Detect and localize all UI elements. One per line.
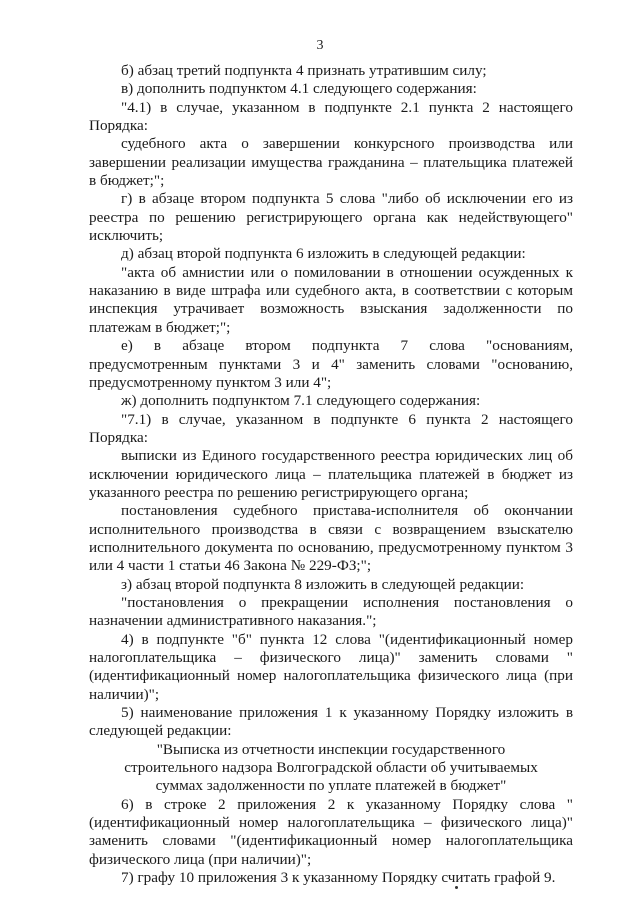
page-number: 3 [316,38,324,53]
paragraph: "постановления о прекращении исполнения постановления о назначении административного наказания."; [89,593,573,630]
paragraph: б) абзац третий подпункта 4 признать утратившим силу; [121,62,487,79]
paragraph: д) абзац второй подпункта 6 изложить в следующей редакции: [121,245,526,263]
appendix-title-line: "Выписка из отчетности инспекции государственного [156,740,506,758]
document-body [89,62,573,887]
paragraph: е) в абзаце втором подпункта 7 слова "основаниям, предусмотренным пунктами 3 и 4" заменить словами "основанию, предусмотренному пунктом 3 или 4"; [89,337,573,391]
paragraph: в) дополнить подпунктом 4.1 следующего содержания: [121,80,477,98]
appendix-title-line: суммах задолженности по уплате платежей в бюджет" [155,777,507,795]
paragraph: "7.1) в случае, указанном в подпункте 6 пункта 2 настоящего Порядка: [89,410,573,446]
paragraph: "акта об амнистии или о помиловании в отношении осужденных к наказанию в виде штрафа или судебного акта, в соответствии с которым инспекция утрачивает возможность взыскания задолженности по платежам в бюджет;"; [89,263,573,336]
paragraph: выписки из Единого государственного реестра юридических лиц об исключении юридического лица – плательщика платежей в бюджет из указанного реестра по решению регистрирующего органа; [89,447,573,501]
paragraph: 7) графу 10 приложения 3 к указанному Порядку считать графой 9. [121,869,556,887]
scan-speck [455,886,458,889]
paragraph: 6) в строке 2 приложения 2 к указанному Порядку слова "(идентификационный номер налогоплательщика – физического лица)" заменить словами "(идентификационный номер налогоплательщика физического лица (при наличии)"; [89,795,573,868]
paragraph: судебного акта о завершении конкурсного производства или завершении реализации имущества гражданина – плательщика платежей в бюджет;"; [89,135,573,190]
appendix-title-line: строительного надзора Волгоградской области об учитываемых [124,759,538,777]
paragraph: 4) в подпункте "б" пункта 12 слова "(идентификационный номер налогоплательщика – физического лица)" заменить словами "(идентификационный номер налогоплательщика физического лица (при наличии)"; [89,630,573,703]
paragraph: ж) дополнить подпунктом 7.1 следующего содержания: [121,392,481,410]
paragraph: г) в абзаце втором подпункта 5 слова "либо об исключении его из реестра по решению регистрирующего органа как недействующего" исключить; [89,190,573,245]
paragraph: 5) наименование приложения 1 к указанному Порядку изложить в следующей редакции: [89,704,573,740]
paragraph: "4.1) в случае, указанном в подпункте 2.1 пункта 2 настоящего Порядка: [89,98,573,135]
paragraph: постановления судебного пристава-исполнителя об окончании исполнительного производства в связи с возвращением взыскателю исполнительного документа по основанию, предусмотренному пунктом 3 или 4 части 1 статьи 46 Закона № 229-ФЗ;"; [89,502,573,575]
paragraph: з) абзац второй подпункта 8 изложить в следующей редакции: [121,575,525,593]
